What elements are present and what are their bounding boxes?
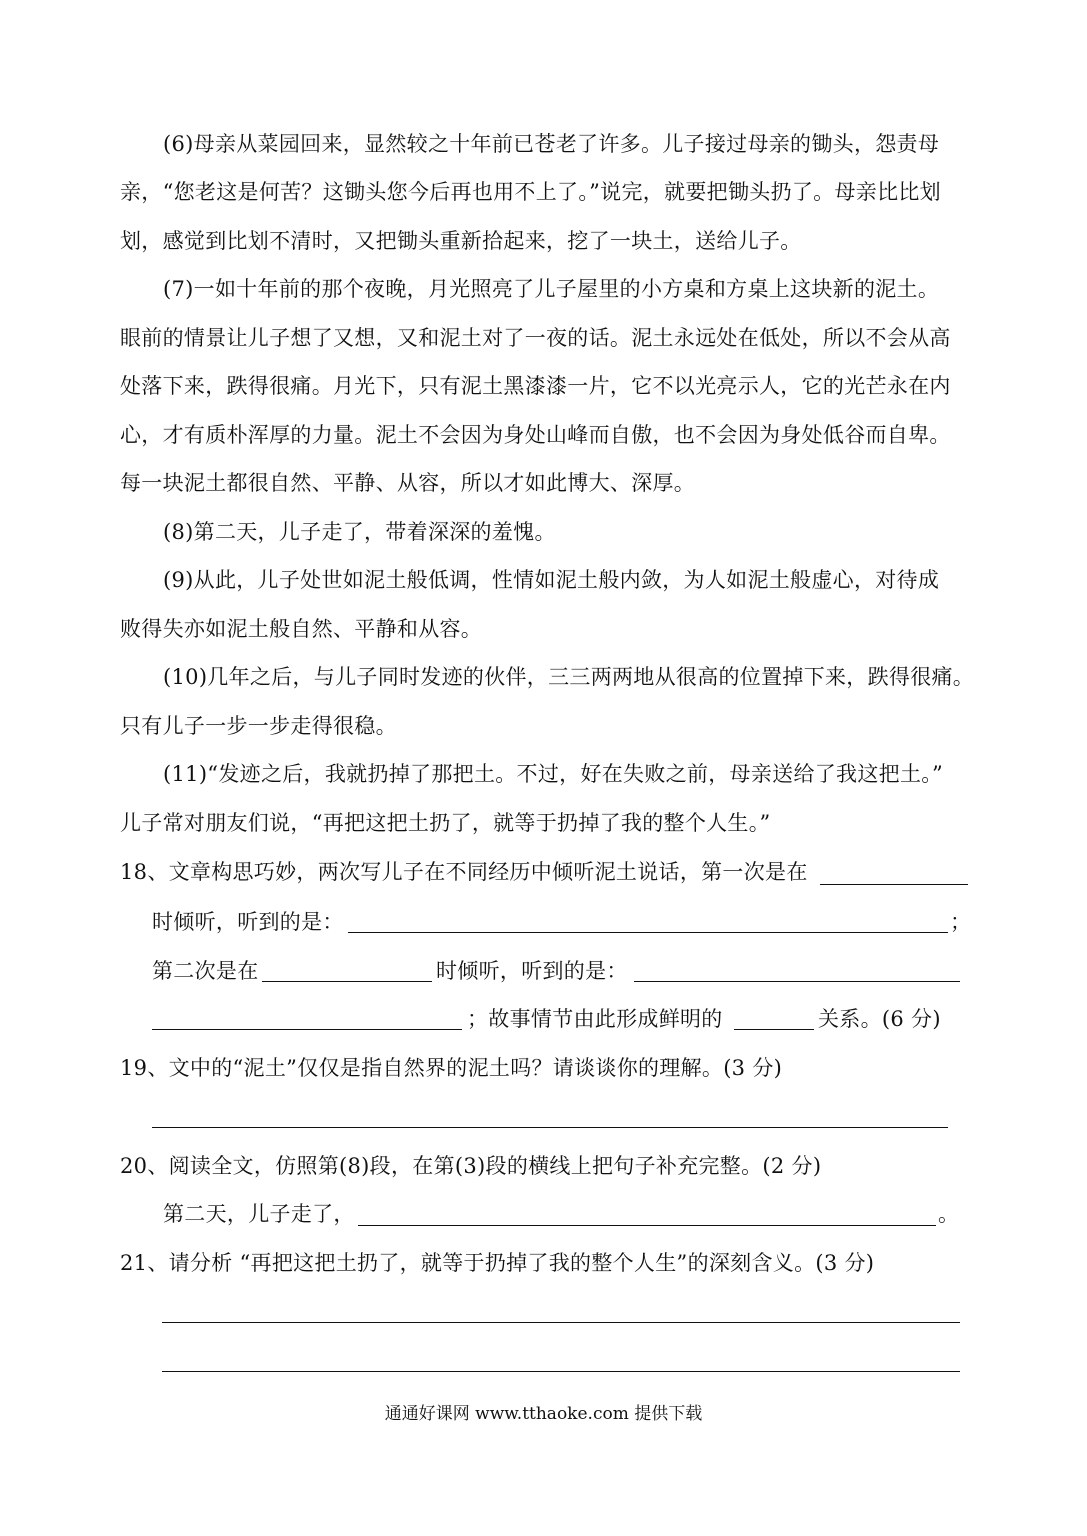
passage-line: 处落下来，跌得很痛。月光下，只有泥土黑漆漆一片，它不以光亮示人，它的光芒永在内 <box>120 374 951 398</box>
question-18-text: 18、文章构思巧妙，两次写儿子在不同经历中倾听泥土说话，第一次是在 <box>120 860 808 884</box>
answer-blank[interactable] <box>262 981 432 982</box>
passage-line: 每一块泥土都很自然、平静、从容，所以才如此博大、深厚。 <box>120 471 696 495</box>
passage-line: 划，感觉到比划不清时，又把锄头重新拾起来，挖了一块土，送给儿子。 <box>120 229 802 253</box>
passage-line: (11)“发迹之后，我就扔掉了那把土。不过，好在失败之前，母亲送给了我这把土。” <box>163 762 944 786</box>
answer-line[interactable] <box>162 1371 960 1372</box>
passage-line: (7)一如十年前的那个夜晚，月光照亮了儿子屋里的小方桌和方桌上这块新的泥土。 <box>163 277 940 301</box>
answer-line[interactable] <box>152 1127 948 1128</box>
punctuation: 。 <box>938 1202 960 1226</box>
passage-line: (9)从此，儿子处世如泥土般低调，性情如泥土般内敛，为人如泥土般虚心，对待成 <box>163 568 940 592</box>
question-18-prompt: 时倾听，听到的是： <box>436 959 628 983</box>
question-18-prompt: ；故事情节由此形成鲜明的 <box>467 1007 723 1031</box>
question-18-prompt: 第二次是在 <box>152 959 259 983</box>
answer-blank[interactable] <box>358 1225 936 1226</box>
question-18-prompt: 时倾听，听到的是： <box>152 910 344 934</box>
passage-line: 心，才有质朴浑厚的力量。泥土不会因为身处山峰而自傲，也不会因为身处低谷而自卑。 <box>120 423 951 447</box>
answer-line[interactable] <box>162 1322 960 1323</box>
question-20-text: 20、阅读全文，仿照第(8)段，在第(3)段的横线上把句子补充完整。(2 分) <box>120 1154 822 1178</box>
passage-line: 眼前的情景让儿子想了又想，又和泥土对了一夜的话。泥土永远处在低处，所以不会从高 <box>120 326 951 350</box>
passage-line: 儿子常对朋友们说，“再把这把土扔了，就等于扔掉了我的整个人生。” <box>120 811 771 835</box>
question-18-score: 关系。(6 分) <box>818 1007 941 1031</box>
punctuation: ； <box>950 910 972 934</box>
passage-line: (10)几年之后，与儿子同时发迹的伙伴，三三两两地从很高的位置掉下来，跌得很痛。 <box>163 665 975 689</box>
answer-blank[interactable] <box>634 981 960 982</box>
answer-blank[interactable] <box>348 932 948 933</box>
passage-line: 只有儿子一步一步走得很稳。 <box>120 714 397 738</box>
answer-blank[interactable] <box>152 1029 462 1030</box>
passage-line: 亲，“您老这是何苦？这锄头您今后再也用不上了。”说完，就要把锄头扔了。母亲比比划 <box>120 180 941 204</box>
passage-line: (6)母亲从菜园回来，显然较之十年前已苍老了许多。儿子接过母亲的锄头，怨责母 <box>163 132 940 156</box>
passage-line: 败得失亦如泥土般自然、平静和从容。 <box>120 617 483 641</box>
page-footer: 通通好课网 www.tthaoke.com 提供下载 <box>384 1404 703 1424</box>
passage-line: (8)第二天，儿子走了，带着深深的羞愧。 <box>163 520 556 544</box>
question-20-prefix: 第二天，儿子走了， <box>163 1202 355 1226</box>
answer-blank[interactable] <box>820 884 968 885</box>
question-21-text: 21、请分析 “再把这把土扔了，就等于扔掉了我的整个人生”的深刻含义。(3 分) <box>120 1251 875 1275</box>
question-19-text: 19、文中的“泥土”仅仅是指自然界的泥土吗？请谈谈你的理解。(3 分) <box>120 1056 783 1080</box>
answer-blank[interactable] <box>734 1029 814 1030</box>
